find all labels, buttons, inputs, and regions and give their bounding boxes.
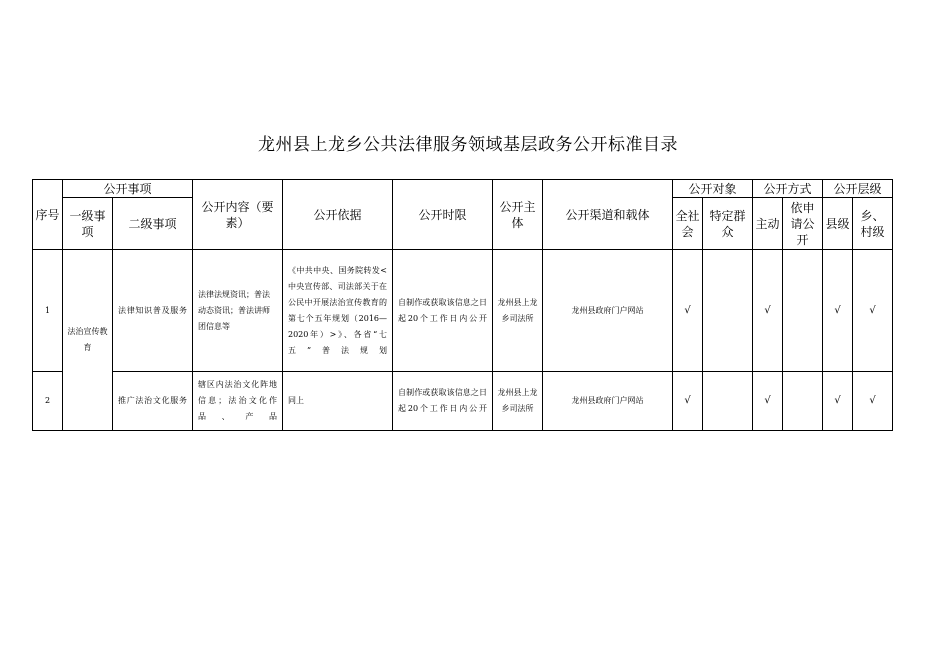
header-object-group: 公开对象 [673,180,753,198]
row-all-society: √ [673,250,703,372]
row-seq: 2 [33,372,63,431]
header-active: 主动 [753,198,783,250]
header-on-request: 依申请公开 [783,198,823,250]
row-county: √ [823,372,853,431]
header-item-group: 公开事项 [63,180,193,198]
row-all-society: √ [673,372,703,431]
header-time-limit: 公开时限 [393,180,493,250]
header-basis: 公开依据 [283,180,393,250]
row-active: √ [753,250,783,372]
disclosure-table [32,179,893,431]
header-level2: 二级事项 [113,198,193,250]
row-specific-group [703,372,753,431]
header-county: 县级 [823,198,853,250]
row-on-request [783,372,823,431]
row-channel: 龙州县政府门户网站 [543,250,673,372]
row-township: √ [853,372,893,431]
header-township: 乡、村级 [853,198,893,250]
table-row [33,372,893,431]
row-subject: 龙州县上龙乡司法所 [493,250,543,372]
header-all-society: 全社会 [673,198,703,250]
row-basis: 同上 [283,372,393,431]
page-title: 龙州县上龙乡公共法律服务领域基层政务公开标准目录 [258,135,678,155]
header-method-group: 公开方式 [753,180,823,198]
row-on-request [783,250,823,372]
row-specific-group [703,250,753,372]
row-active: √ [753,372,783,431]
row-level2: 法律知识普及服务 [113,250,193,372]
header-level1: 一级事项 [63,198,113,250]
row-level2: 推广法治文化服务 [113,372,193,431]
row-subject: 龙州县上龙乡司法所 [493,372,543,431]
header-channel: 公开渠道和载体 [543,180,673,250]
row-time-limit: 自制作或获取该信息之日起20个工作日内公开 [393,372,493,431]
row-seq: 1 [33,250,63,372]
row-township: √ [853,250,893,372]
table-row [33,250,893,372]
row-level1: 法治宣传教育 [63,250,113,431]
header-level-group: 公开层级 [823,180,893,198]
row-county: √ [823,250,853,372]
header-content: 公开内容（要素） [193,180,283,250]
row-content: 法律法规资讯；普法动态资讯；普法讲师团信息等 [193,250,283,372]
header-subject: 公开主体 [493,180,543,250]
header-seq: 序号 [33,180,63,250]
row-time-limit: 自制作或获取该信息之日起20个工作日内公开 [393,250,493,372]
header-specific-group: 特定群众 [703,198,753,250]
row-basis: 《中共中央、国务院转发<中央宣传部、司法部关于在公民中开展法治宣传教育的第七个五年规划（2016—2020年）>》、各省“七五”普法规划 [283,250,393,372]
row-channel: 龙州县政府门户网站 [543,372,673,431]
row-content: 辖区内法治文化阵地信息；法治文化作品、产品 [193,372,283,431]
